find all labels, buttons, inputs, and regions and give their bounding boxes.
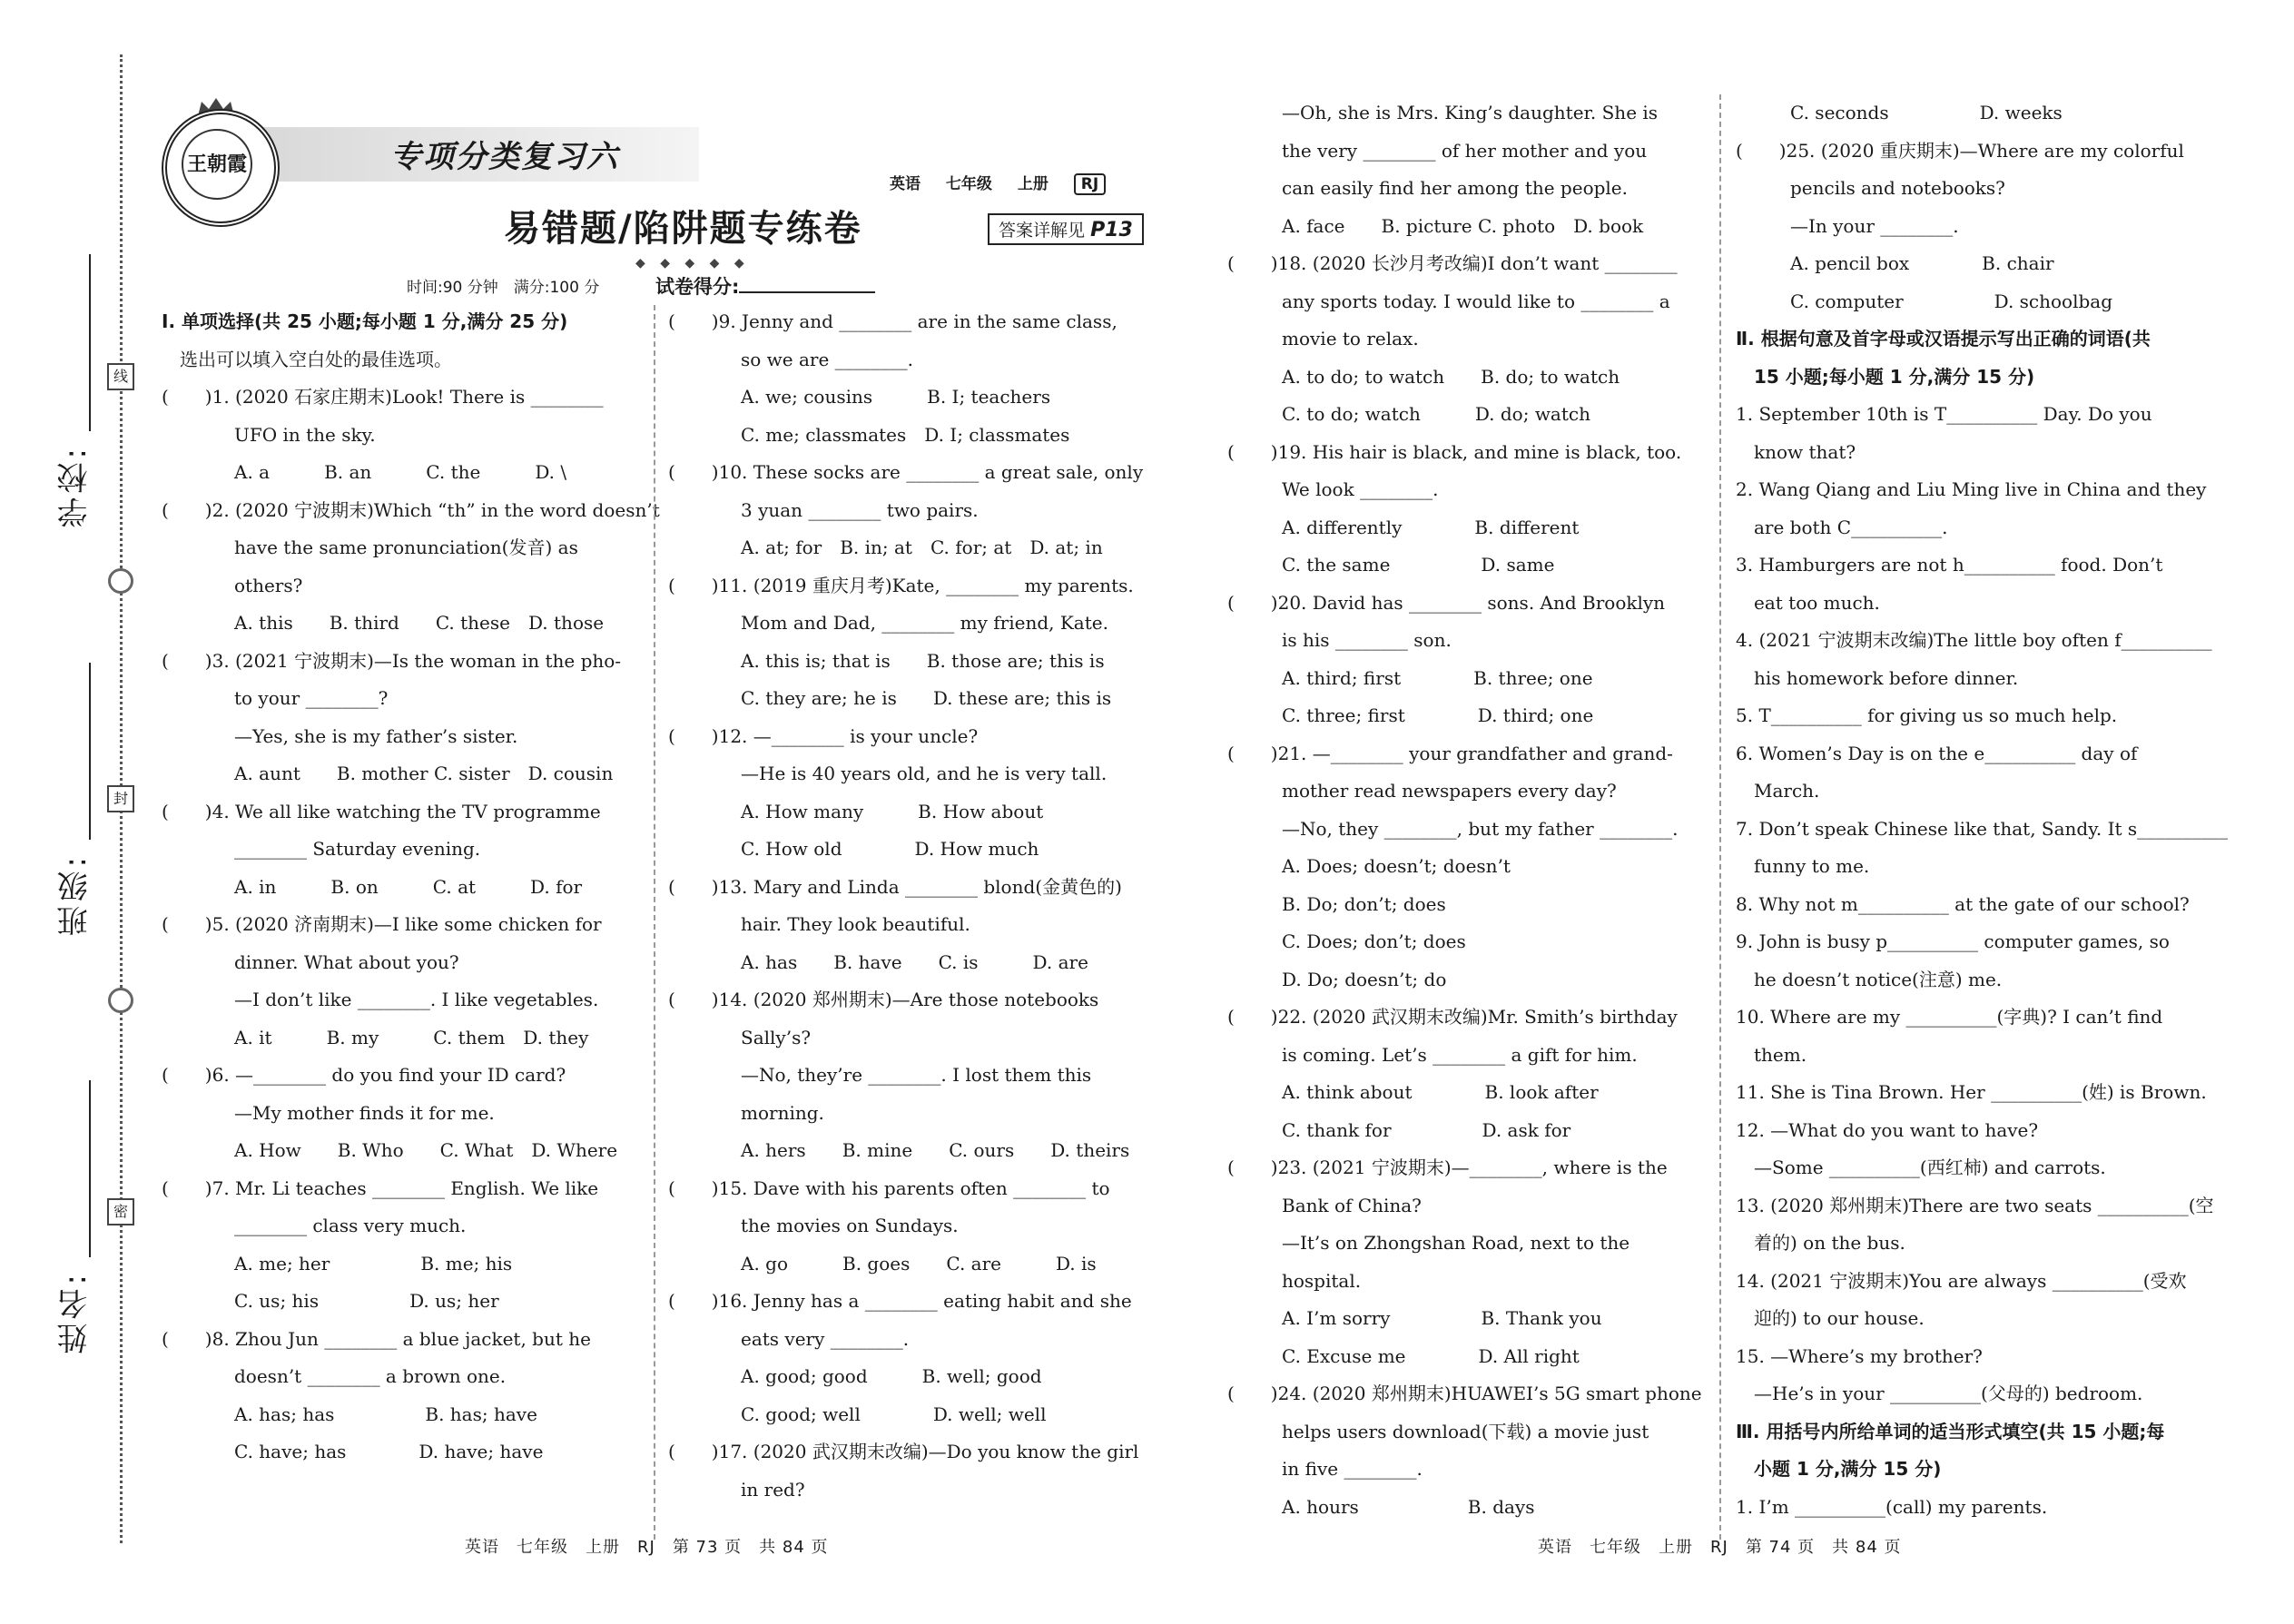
question-line: C. the same D. same [1227, 554, 1555, 576]
question-line: A. go B. goes C. are D. is [668, 1252, 1097, 1275]
question-line: hospital. [1227, 1269, 1362, 1292]
question-line: Bank of China? [1227, 1194, 1422, 1216]
question-line: ( )6. —________ do you find your ID card? [162, 1064, 566, 1086]
question-line: 11. She is Tina Brown. Her __________(姓) is Brown. [1736, 1081, 2207, 1103]
question-line: ( )15. Dave with his parents often ________ to [668, 1176, 1110, 1199]
question-column [1227, 94, 1708, 1526]
question-line: 3. Hamburgers are not h__________ food. Don’t [1736, 554, 2163, 576]
question-line: A. aunt B. mother C. sister D. cousin [162, 763, 614, 784]
question-line: ( )10. These socks are ________ a great sale, only [668, 461, 1144, 483]
page-74 [1147, 0, 2294, 1624]
question-line: —No, they’re ________. I lost them this [668, 1064, 1092, 1086]
question-line: others? [162, 574, 303, 596]
tag-volume: 上册 [1017, 175, 1049, 193]
question-line: ( )1. (2020 石家庄期末)Look! There is ________ [162, 386, 604, 408]
question-line: A. hers B. mine C. ours D. theirs [668, 1139, 1130, 1161]
question-line: ( )13. Mary and Linda ________ blond(金黄色的) [668, 875, 1122, 898]
question-line: A. How many B. How about [668, 800, 1044, 822]
question-line: A. this B. third C. these D. those [162, 612, 605, 634]
question-line: ( )14. (2020 郑州期末)—Are those notebooks [668, 989, 1099, 1010]
question-line: dinner. What about you? [162, 950, 459, 973]
question-line: ( )7. Mr. Li teaches ________ English. We like [162, 1176, 599, 1199]
series-title: 专项分类复习六 [390, 139, 619, 175]
question-line: 4. (2021 宁波期末改编)The little boy often f__________ [1736, 629, 2212, 651]
page-footer: 英语 七年级 上册 RJ 第 73 页 共 84 页 [465, 1538, 829, 1557]
question-line: B. Do; don’t; does [1227, 892, 1446, 915]
question-line: C. they are; he is D. these are; this is [668, 687, 1112, 709]
question-line: A. I’m sorry B. Thank you [1227, 1307, 1602, 1329]
logo-text: 王朝霞 [182, 129, 252, 200]
school-blank [89, 254, 91, 431]
question-line: UFO in the sky. [162, 423, 376, 446]
binding-ring-icon [108, 988, 133, 1013]
question-line: ________ class very much. [162, 1215, 467, 1236]
question-column [668, 303, 1149, 1509]
seal-mark-xian: 线 [107, 363, 134, 390]
question-line: —Yes, she is my father’s sister. [162, 724, 518, 747]
seal-mark-mi: 密 [107, 1198, 134, 1225]
tag-edition: RJ [1074, 173, 1106, 195]
question-line: D. Do; doesn’t; do [1227, 968, 1447, 990]
question-line: doesn’t ________ a brown one. [162, 1365, 507, 1387]
question-line: ( )12. —________ is your uncle? [668, 724, 979, 747]
question-line: A. in B. on C. at D. for [162, 875, 583, 898]
binding-ring-icon [108, 568, 133, 594]
question-line: funny to me. [1736, 855, 1870, 877]
question-line: A. at; for B. in; at C. for; at D. at; in [668, 536, 1103, 558]
question-line: in red? [668, 1478, 805, 1501]
question-line: 选出可以填入空白处的最佳选项。 [162, 348, 452, 370]
question-line: mother read newspapers every day? [1227, 780, 1617, 802]
question-line: pencils and notebooks? [1736, 177, 2005, 199]
question-line: A. face B. picture C. photo D. book [1227, 214, 1644, 237]
question-line: the very ________ of her mother and you [1227, 139, 1648, 162]
section-heading: Ⅰ. 单项选择(共 25 小题;每小题 1 分,满分 25 分) [162, 310, 568, 332]
question-line: ( )17. (2020 武汉期末改编)—Do you know the girl [668, 1441, 1139, 1462]
seal-mark-feng: 封 [107, 785, 134, 812]
question-line: 2. Wang Qiang and Liu Ming live in China and they [1736, 478, 2207, 500]
question-line: —In your ________. [1736, 214, 1959, 237]
question-line: A. good; good B. well; good [668, 1365, 1042, 1387]
score-field [655, 272, 875, 300]
question-line: 6. Women’s Day is on the e__________ day of [1736, 742, 2138, 764]
question-line: so we are ________. [668, 348, 914, 370]
question-line: A. has B. have C. is D. are [668, 950, 1088, 973]
question-line: 着的) on the bus. [1736, 1232, 1905, 1254]
question-line: C. Does; don’t; does [1227, 930, 1466, 952]
score-label: 试卷得分: [655, 276, 740, 298]
question-line: —No, they ________, but my father ________. [1227, 817, 1679, 840]
question-line: ( )19. His hair is black, and mine is black, too. [1227, 440, 1682, 463]
question-line: the movies on Sundays. [668, 1215, 959, 1236]
question-line: can easily find her among the people. [1227, 177, 1629, 199]
question-line: —Oh, she is Mrs. King’s daughter. She is [1227, 102, 1659, 123]
question-line: 15. —Where’s my brother? [1736, 1344, 1983, 1367]
question-line: 3 yuan ________ two pairs. [668, 498, 979, 521]
page-title: 易错题/陷阱题专练卷 [504, 208, 862, 250]
question-line: Mom and Dad, ________ my friend, Kate. [668, 612, 1108, 634]
question-line: Sally’s? [668, 1026, 812, 1048]
score-blank[interactable] [739, 291, 875, 293]
section-heading: Ⅱ. 根据句意及首字母或汉语提示写出正确的词语(共 [1736, 328, 2151, 349]
question-line: A. think about B. look after [1227, 1081, 1599, 1103]
question-line: A. to do; to watch B. do; to watch [1227, 365, 1620, 388]
question-line: C. have; has D. have; have [162, 1441, 544, 1462]
question-line: 5. T__________ for giving us so much help. [1736, 704, 2118, 726]
question-line: hair. They look beautiful. [668, 913, 970, 935]
question-line: 10. Where are my __________(字典)? I can’t find [1736, 1006, 2163, 1028]
publisher-logo [162, 109, 280, 227]
question-line: movie to relax. [1227, 328, 1419, 349]
question-line: have the same pronunciation(发音) as [162, 536, 578, 558]
question-line: any sports today. I would like to ________ a [1227, 290, 1670, 312]
question-line: —He’s in your __________(父母的) bedroom. [1736, 1383, 2143, 1404]
column-divider [1719, 94, 1721, 1540]
question-line: C. me; classmates D. I; classmates [668, 423, 1070, 446]
question-line: 13. (2020 郑州期末)There are two seats __________(空 [1736, 1194, 2214, 1216]
question-line: is coming. Let’s ________ a gift for him. [1227, 1043, 1638, 1066]
question-line: A. How B. Who C. What D. Where [162, 1139, 618, 1161]
question-line: C. computer D. schoolbag [1736, 290, 2113, 312]
question-line: 1. I’m __________(call) my parents. [1736, 1495, 2048, 1518]
question-line: C. Excuse me D. All right [1227, 1344, 1580, 1367]
question-line: them. [1736, 1043, 1807, 1066]
question-line: A. this is; that is B. those are; this is [668, 649, 1105, 672]
question-line: A. hours B. days [1227, 1495, 1535, 1518]
question-line: C. three; first D. third; one [1227, 704, 1594, 726]
column-divider [654, 305, 655, 1540]
section-heading: 15 小题;每小题 1 分,满分 15 分) [1736, 365, 2035, 388]
question-line: ( )25. (2020 重庆期末)—Where are my colorful [1736, 139, 2184, 162]
question-line: 8. Why not m__________ at the gate of our school? [1736, 892, 2190, 915]
question-line: 14. (2021 宁波期末)You are always __________(受欢 [1736, 1269, 2187, 1292]
question-line: to your ________? [162, 687, 389, 709]
section-heading: Ⅲ. 用括号内所给单词的适当形式填空(共 15 小题;每 [1736, 1420, 2165, 1442]
question-line: A. Does; doesn’t; doesn’t [1227, 855, 1511, 877]
question-line: ( )24. (2020 郑州期末)HUAWEI’s 5G smart phone [1227, 1383, 1702, 1404]
question-line: A. third; first B. three; one [1227, 666, 1593, 689]
question-line: in five ________. [1227, 1458, 1423, 1480]
question-line: C. seconds D. weeks [1736, 102, 2063, 123]
question-line: C. us; his D. us; her [162, 1290, 499, 1312]
question-line: C. thank for D. ask for [1227, 1118, 1571, 1141]
tag-subject: 英语 [890, 175, 921, 193]
question-line: his homework before dinner. [1736, 666, 2019, 689]
question-line: C. good; well D. well; well [668, 1403, 1047, 1425]
question-line: A. differently B. different [1227, 516, 1580, 538]
question-line: —He is 40 years old, and he is very tall. [668, 763, 1108, 784]
question-line: helps users download(下载) a movie just [1227, 1420, 1649, 1442]
question-line: ( )21. —________ your grandfather and grand- [1227, 742, 1673, 764]
question-line: A. me; her B. me; his [162, 1252, 513, 1275]
question-column [1736, 94, 2280, 1526]
answer-reference [988, 213, 1144, 245]
question-line: —I don’t like ________. I like vegetables. [162, 989, 599, 1010]
question-line: A. has; has B. has; have [162, 1403, 537, 1425]
section-heading: 小题 1 分,满分 15 分) [1736, 1458, 1942, 1480]
question-line: ( )22. (2020 武汉期末改编)Mr. Smith’s birthday [1227, 1006, 1678, 1028]
question-line: he doesn’t notice(注意) me. [1736, 968, 2003, 990]
question-line: ________ Saturday evening. [162, 838, 481, 860]
question-line: C. How old D. How much [668, 838, 1039, 860]
question-line: ( )11. (2019 重庆月考)Kate, ________ my parents. [668, 574, 1134, 596]
question-line: 7. Don’t speak Chinese like that, Sandy. It s__________ [1736, 817, 2229, 840]
question-line: —It’s on Zhongshan Road, next to the [1227, 1232, 1630, 1254]
question-line: ( )18. (2020 长沙月考改编)I don’t want ________ [1227, 252, 1678, 274]
name-label: 姓名: [57, 1271, 94, 1354]
question-line: ( )3. (2021 宁波期末)—Is the woman in the pho- [162, 649, 622, 672]
question-line: March. [1736, 780, 1820, 802]
name-blank [89, 1080, 91, 1257]
question-line: are both C__________. [1736, 516, 1948, 538]
question-line: C. to do; watch D. do; watch [1227, 403, 1590, 425]
question-line: is his ________ son. [1227, 629, 1452, 651]
question-line: ( )2. (2020 宁波期末)Which “th” in the word doesn’t [162, 498, 660, 521]
question-line: 9. John is busy p__________ computer games, so [1736, 930, 2170, 952]
question-line: ( )8. Zhou Jun ________ a blue jacket, but he [162, 1327, 591, 1350]
question-column [162, 303, 660, 1471]
question-line: A. we; cousins B. I; teachers [668, 386, 1051, 408]
question-line: eat too much. [1736, 591, 1880, 614]
question-line: —Some __________(西红柿) and carrots. [1736, 1156, 2106, 1178]
question-line: 迎的) to our house. [1736, 1307, 1925, 1329]
question-line: ( )9. Jenny and ________ are in the same class, [668, 310, 1117, 332]
school-label: 学校: [57, 445, 94, 528]
question-line: 12. —What do you want to have? [1736, 1118, 2039, 1141]
question-line: ( )5. (2020 济南期末)—I like some chicken for [162, 913, 602, 935]
question-line: morning. [668, 1101, 824, 1124]
subject-tags [890, 171, 1126, 193]
question-line: We look ________. [1227, 478, 1439, 500]
question-line: A. pencil box B. chair [1736, 252, 2054, 274]
tag-grade: 七年级 [945, 175, 992, 193]
question-line: A. a B. an C. the D. \ [162, 461, 567, 483]
exam-meta: 时间:90 分钟 满分:100 分 [407, 279, 600, 297]
question-line: 1. September 10th is T__________ Day. Do you [1736, 403, 2152, 425]
binding-margin [0, 54, 154, 1543]
answer-ref-page: P13 [1090, 219, 1133, 241]
question-line: ( )20. David has ________ sons. And Brooklyn [1227, 591, 1666, 614]
question-line: ( )16. Jenny has a ________ eating habit and she [668, 1290, 1132, 1312]
answer-ref-label: 答案详解见 [999, 221, 1086, 241]
question-line: know that? [1736, 440, 1856, 463]
page-footer: 英语 七年级 上册 RJ 第 74 页 共 84 页 [1538, 1538, 1902, 1557]
question-line: ( )4. We all like watching the TV programme [162, 800, 601, 822]
question-line: eats very ________. [668, 1327, 910, 1350]
question-line: A. it B. my C. them D. they [162, 1026, 589, 1048]
class-label: 班级: [57, 853, 94, 937]
question-line: —My mother finds it for me. [162, 1101, 495, 1124]
decorative-dots: ◆ ◆ ◆ ◆ ◆ [635, 256, 750, 271]
class-blank [89, 663, 91, 840]
question-line: ( )23. (2021 宁波期末)—________, where is the [1227, 1156, 1668, 1178]
